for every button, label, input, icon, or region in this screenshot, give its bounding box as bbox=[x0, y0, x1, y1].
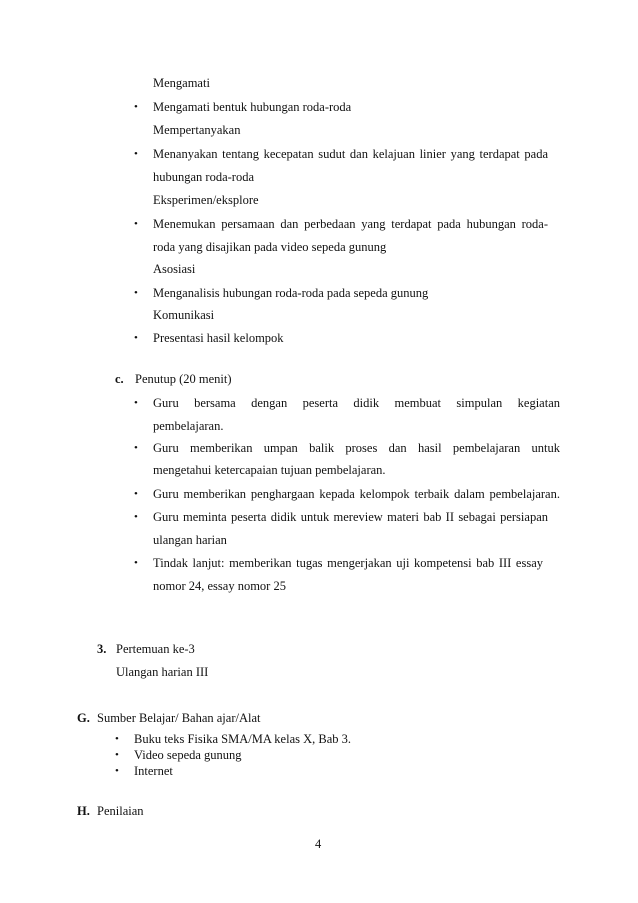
section-title: Sumber Belajar/ Bahan ajar/Alat bbox=[97, 711, 261, 725]
list-item-line: Guru meminta peserta didik untuk mereview materi bab II sebagai persiapan bbox=[153, 510, 548, 524]
section-letter: H. bbox=[77, 804, 90, 818]
meeting-number: 3. bbox=[97, 642, 107, 656]
bullet-icon: • bbox=[134, 557, 138, 569]
heading-eksperimen: Eksperimen/eksplore bbox=[153, 193, 259, 207]
list-item-line: Guru bersama dengan peserta didik membuat simpulan kegiatan bbox=[153, 396, 560, 410]
bullet-icon: • bbox=[134, 218, 138, 230]
list-item-line: Tindak lanjut: memberikan tugas mengerjakan uji kompetensi bab III essay bbox=[153, 556, 543, 570]
list-item-line: nomor 24, essay nomor 25 bbox=[153, 579, 286, 593]
list-item-line: mengetahui ketercapaian tujuan pembelajaran. bbox=[153, 463, 386, 477]
section-letter: G. bbox=[77, 711, 90, 725]
heading-mengamati: Mengamati bbox=[153, 76, 210, 90]
list-item-line: Guru memberikan umpan balik proses dan hasil pembelajaran untuk bbox=[153, 441, 560, 455]
heading-komunikasi: Komunikasi bbox=[153, 308, 215, 322]
list-item: Menganalisis hubungan roda-roda pada sepeda gunung bbox=[153, 286, 429, 300]
list-item: Buku teks Fisika SMA/MA kelas X, Bab 3. bbox=[134, 732, 352, 746]
bullet-icon: • bbox=[134, 511, 138, 523]
list-item-line: pembelajaran. bbox=[153, 419, 224, 433]
section-marker: c. bbox=[115, 372, 124, 386]
list-item: Presentasi hasil kelompok bbox=[153, 331, 284, 345]
section-title: Penutup (20 menit) bbox=[135, 372, 232, 386]
page-number: 4 bbox=[315, 837, 322, 851]
list-item: Mengamati bentuk hubungan roda-roda bbox=[153, 100, 352, 114]
meeting-title: Pertemuan ke-3 bbox=[116, 642, 195, 656]
bullet-icon: • bbox=[115, 765, 119, 777]
list-item-line: hubungan roda-roda bbox=[153, 170, 255, 184]
list-item-line: ulangan harian bbox=[153, 533, 227, 547]
list-item-line: Menanyakan tentang kecepatan sudut dan kelajuan linier yang terdapat pada bbox=[153, 147, 548, 161]
bullet-icon: • bbox=[134, 148, 138, 160]
bullet-icon: • bbox=[134, 332, 138, 344]
list-item: Video sepeda gunung bbox=[134, 748, 242, 762]
heading-mempertanyakan: Mempertanyakan bbox=[153, 123, 241, 137]
bullet-icon: • bbox=[134, 287, 138, 299]
list-item-line: Guru memberikan penghargaan kepada kelompok terbaik dalam pembelajaran. bbox=[153, 487, 560, 501]
meeting-subtitle: Ulangan harian III bbox=[116, 665, 209, 679]
list-item: Internet bbox=[134, 764, 173, 778]
bullet-icon: • bbox=[115, 749, 119, 761]
bullet-icon: • bbox=[115, 733, 119, 745]
heading-asosiasi: Asosiasi bbox=[153, 262, 196, 276]
list-item-line: roda yang disajikan pada video sepeda gunung bbox=[153, 240, 387, 254]
bullet-icon: • bbox=[134, 442, 138, 454]
list-item-line: Menemukan persamaan dan perbedaan yang terdapat pada hubungan roda- bbox=[153, 217, 548, 231]
bullet-icon: • bbox=[134, 488, 138, 500]
bullet-icon: • bbox=[134, 397, 138, 409]
bullet-icon: • bbox=[134, 101, 138, 113]
section-title: Penilaian bbox=[97, 804, 144, 818]
